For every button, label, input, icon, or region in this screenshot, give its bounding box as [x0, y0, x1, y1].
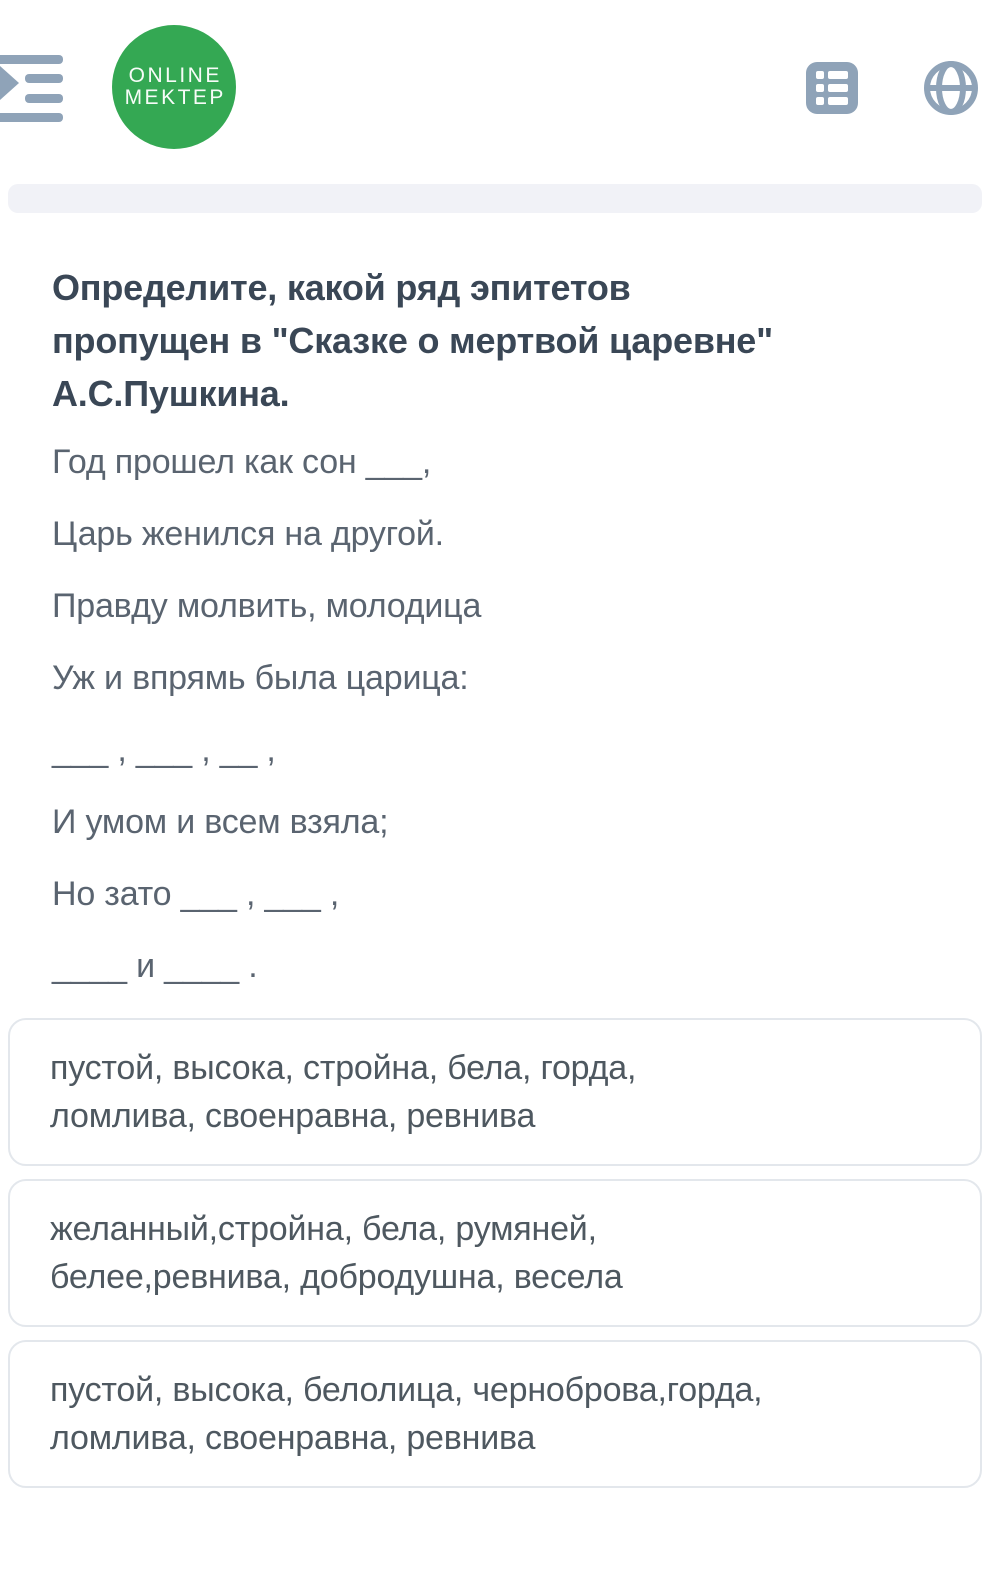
question-title [52, 261, 946, 420]
question-area [0, 184, 990, 986]
online-mektep-logo[interactable] [112, 25, 236, 149]
sidebar-toggle-icon [25, 74, 63, 83]
question-title-line: А.С.Пушкина. [52, 373, 290, 414]
header [0, 0, 990, 184]
progress-strip [8, 184, 982, 213]
list-icon [816, 71, 848, 79]
logo-text-line2: MEKTEP [124, 86, 226, 109]
sidebar-toggle-icon [0, 55, 63, 64]
list-icon [816, 84, 848, 92]
poem-line: Правду молвить, молодица [52, 587, 482, 625]
question-title-line: Определите, какой ряд эпитетов [52, 267, 631, 308]
answer-option-text: белее,ревнива, добродушна, весела [50, 1258, 623, 1296]
answer-option-1[interactable] [8, 1018, 982, 1166]
poem-line-blanks: ____ и ____ . [52, 947, 258, 985]
poem-text [52, 442, 946, 986]
answer-option-2[interactable] [8, 1179, 982, 1327]
poem-line-blanks: Но зато ___ , ___ , [52, 875, 340, 913]
task-list-button[interactable] [806, 62, 858, 114]
poem-line: Уж и впрямь была царица: [52, 659, 469, 697]
sidebar-toggle-icon [0, 113, 63, 122]
poem-line-blanks: ___ , ___ , __ , [52, 731, 276, 769]
answer-option-text: желанный,стройна, бела, румяней, [50, 1210, 597, 1248]
answer-option-text: пустой, высока, белолица, черноброва,горда, [50, 1371, 763, 1409]
answer-options [8, 1018, 982, 1488]
sidebar-toggle-button[interactable] [0, 0, 70, 130]
answer-option-text: ломлива, своенравна, ревнива [50, 1419, 536, 1457]
sidebar-toggle-icon [25, 94, 63, 103]
question-title-line: пропущен в "Сказке о мертвой царевне" [52, 320, 773, 361]
answer-option-text: ломлива, своенравна, ревнива [50, 1097, 536, 1135]
globe-icon [922, 59, 980, 117]
answer-option-text: пустой, высока, стройна, бела, горда, [50, 1049, 637, 1087]
language-globe-button[interactable] [922, 59, 980, 117]
answer-option-3[interactable] [8, 1340, 982, 1488]
poem-line: Год прошел как сон ___, [52, 443, 432, 481]
logo-text-line1: ONLINE [128, 64, 222, 87]
poem-line: Царь женился на другой. [52, 515, 444, 553]
list-icon [816, 97, 848, 105]
poem-line: И умом и всем взяла; [52, 803, 389, 841]
sidebar-toggle-arrow-icon [0, 66, 19, 100]
